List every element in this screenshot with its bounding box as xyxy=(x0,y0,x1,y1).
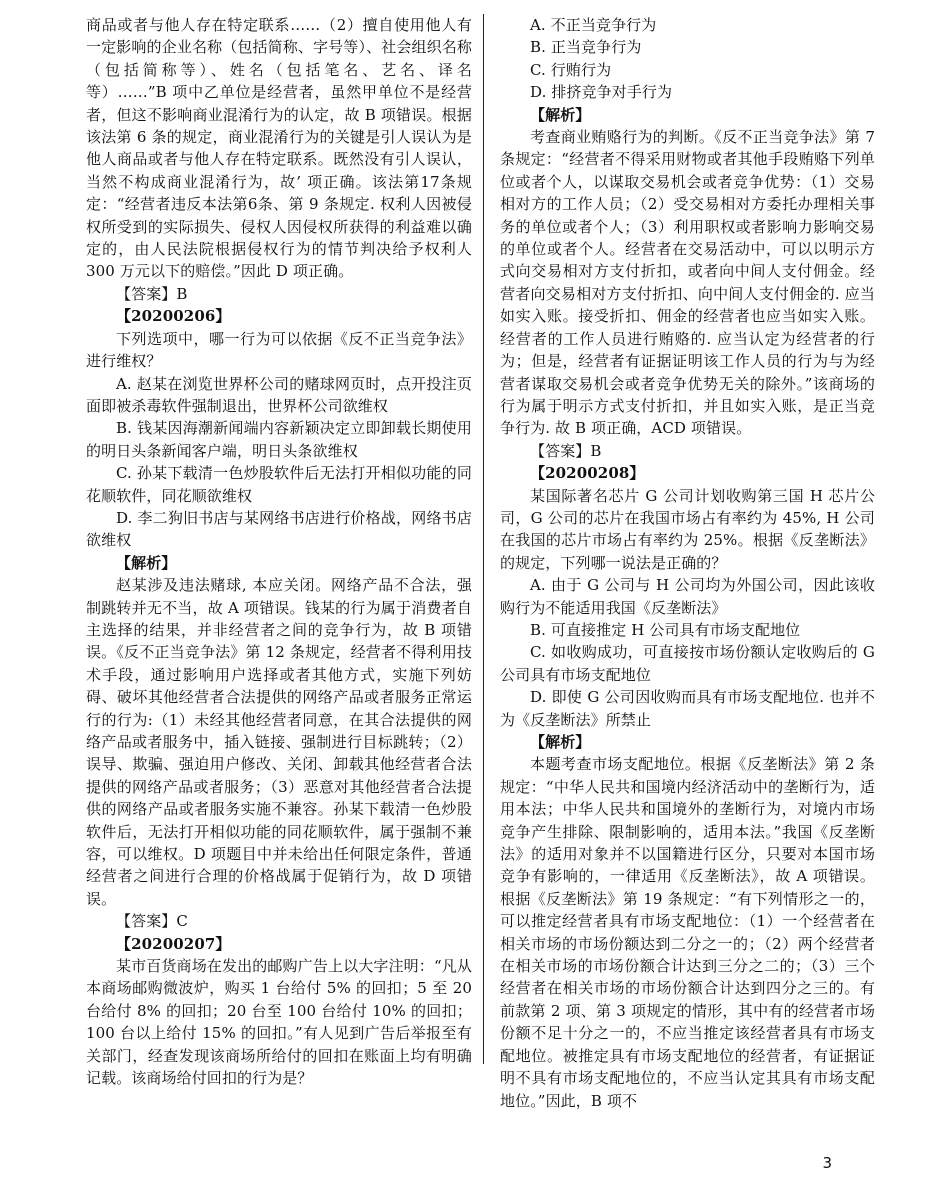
question-stem: 某国际著名芯片 G 公司计划收购第三国 H 芯片公司，G 公司的芯片在我国市场占有率约为 45%, H 公司在我国的芯片市场占有率约为 25%。根据《反垄断法》的规定，下列哪一说法是正确的？ xyxy=(500,486,875,572)
column-divider xyxy=(483,14,484,1064)
option-b: B. 钱某因海潮新闻端内容新颖决定立即卸载长期使用的明日头条新闻客户端，明日头条欲维权 xyxy=(86,419,472,460)
analysis-text: 考查商业贿赂行为的判断。《反不正当竞争法》第 7 条规定：“经营者不得采用财物或者其他手段贿赂下列单位或者个人，以谋取交易机会或者竞争优势：（1）交易相对方的工作人员；（2）受交易相对方委托办理相关事务的单位或者个人；（3）利用职权或者影响力影响交易的单位或者个人。经营者在交易活动中，可以以明示方式向交易相对方支付折扣，或者向中间人支付佣金。经营者向交易相对方支付折扣、向中间人支付佣金的. 应当如实入账。接受折扣、佣金的经营者也应当如实入账。经营者的工作人员进行贿赂的. 应当认定为经营者的行为；但是，经营者有证据证明该工作人员的行为与为经营者谋取交易机会或者竞争优势无关的除外。”该商场的行为属于明示方式支付折扣，并且如实入账，是正当竞争行为. 故 B 项正确，ACD 项错误。 xyxy=(500,128,875,438)
analysis-text: 本题考查市场支配地位。根据《反垄断法》第 2 条规定：“中华人民共和国境内经济活动中的垄断行为，适用本法；中华人民共和国境外的垄断行为，对境内市场竞争产生排除、限制影响的，适用本法。”我国《反垄断法》的适用对象并不以国籍进行区分，只要对本国市场竞争有影响的，一律适用《反垄断法》，故 A 项错误。根据《反垄断法》第 19 条规定：“有下列情形之一的，可以推定经营者具有市场支配地位：（1）一个经营者在相关市场的市场份额达到二分之一的；（2）两个经营者在相关市场的市场份额合计达到三分之二的；（3）三个经营者在相关市场的市场份额合计达到四分之三的。有前款第 2 项、第 3 项规定的情形，其中有的经营者市场份额不足十分之一的，不应当推定该经营者具有市场支配地位。被推定具有市场支配地位的经营者，有证据证明不具有市场支配地位的，不应当认定其具有市场支配地位。”因此，B 项不 xyxy=(500,755,875,1110)
option-b: B. 可直接推定 H 公司具有市场支配地位 xyxy=(530,620,801,639)
option-a: A. 赵某在浏览世界杯公司的赌球网页时，点开投注页面即被杀毒软件强制退出，世界杯公司欲维权 xyxy=(86,374,472,415)
analysis-label: 【解析】 xyxy=(530,733,591,751)
option-c: C. 如收购成功，可直接按市场份额认定收购后的 G 公司具有市场支配地位 xyxy=(500,643,875,684)
continued-analysis: 商品或者与他人存在特定联系……（2）擅自使用他人有一定影响的企业名称（包括简称、字号等）、社会组织名称（包括简称等）、姓名（包括笔名、艺名、译名等）……”B 项中乙单位是经营者，虽然甲单位不是经营者，但这不影响商业混淆行为的认定，故 B 项错误。根据该法第 6 条的规定，商业混淆行为的关键是引人误认为是他人商品或者与他人存在特定联系。既然没有引人误认，当然不构成商业混淆行为，故’ 项正确。该法第17条规定：“经营者违反本法第6条、第 9 条规定. 权利人因被侵权所受到的实际损失、侵权人因侵权所获得的利益难以确定的，由人民法院根据侵权行为的情节判决给予权利人 300 万元以下的赔偿。”因此 D 项正确。 xyxy=(86,16,472,281)
option-a: A. 不正当竞争行为 xyxy=(530,16,657,34)
option-d: D. 李二狗旧书店与某网络书店进行价格战，网络书店欲维权 xyxy=(86,508,472,550)
left-column xyxy=(86,14,472,1090)
answer-label: 【答案】B xyxy=(116,284,188,303)
answer-label: 【答案】C xyxy=(116,912,188,931)
option-d: D. 即使 G 公司因收购而具有市场支配地位. 也并不为《反垄断法》所禁止 xyxy=(500,688,875,729)
analysis-label: 【解析】 xyxy=(116,553,177,572)
option-d: D. 排挤竞争对手行为 xyxy=(530,83,673,102)
question-stem: 下列选项中，哪一行为可以依据《反不正当竞争法》进行维权？ xyxy=(86,329,472,371)
right-column xyxy=(500,14,875,1112)
question-id: 【20200208】 xyxy=(530,464,645,483)
question-stem: 某市百货商场在发出的邮购广告上以大字注明：“凡从本商场邮购微波炉，购买 1 台给付 5% 的回扣；5 至 20 台给付 8% 的回扣；20 台至 100 台给付 10% 的回扣；100 台以上给付 15% 的回扣。”有人见到广告后举报至有关部门，经查发现该商场所给付的回扣在账面上均有明确记载。该商场给付回扣的行为是？ xyxy=(86,957,472,1088)
analysis-text: 赵某涉及违法赌球, 本应关闭。网络产品不合法，强制跳转并无不当，故 A 项错误。钱某的行为属于消费者自主选择的结果，并非经营者之间的竞争行为，故 B 项错误。《反不正当竞争法》第 12 条规定，经营者不得利用技术手段，通过影响用户选择或者其他方式，实施下列妨碍、破坏其他经营者合法提供的网络产品或者服务正常运行的行为:（1）未经其他经营者同意，在其合法提供的网络产品或者服务中，插入链接、强制进行目标跳转；（2）误导、欺骗、强迫用户修改、关闭、卸载其他经营者合法提供的网络产品或者服务；（3）恶意对其他经营者合法提供的网络产品或者服务实施不兼容。孙某下载清一色炒股软件后，无法打开相似功能的同花顺软件，属于强制不兼容，可以维权。D 项题目中并未给出任何限定条件，普通经营者之间进行合理的价格战属于促销行为，故 D 项错误。 xyxy=(86,576,472,908)
page-number: 3 xyxy=(822,1154,832,1172)
option-c: C. 行贿行为 xyxy=(530,60,612,79)
question-id: 【20200207】 xyxy=(116,934,231,953)
option-c: C. 孙某下载清一色炒股软件后无法打开相似功能的同花顺软件，同花顺欲维权 xyxy=(86,464,472,505)
option-b: B. 正当竞争行为 xyxy=(530,38,642,57)
question-id: 【20200206】 xyxy=(116,307,231,326)
option-a: A. 由于 G 公司与 H 公司均为外国公司，因此该收购行为不能适用我国《反垄断法》 xyxy=(500,576,875,617)
answer-label: 【答案】B xyxy=(530,441,602,460)
analysis-label: 【解析】 xyxy=(530,105,591,124)
